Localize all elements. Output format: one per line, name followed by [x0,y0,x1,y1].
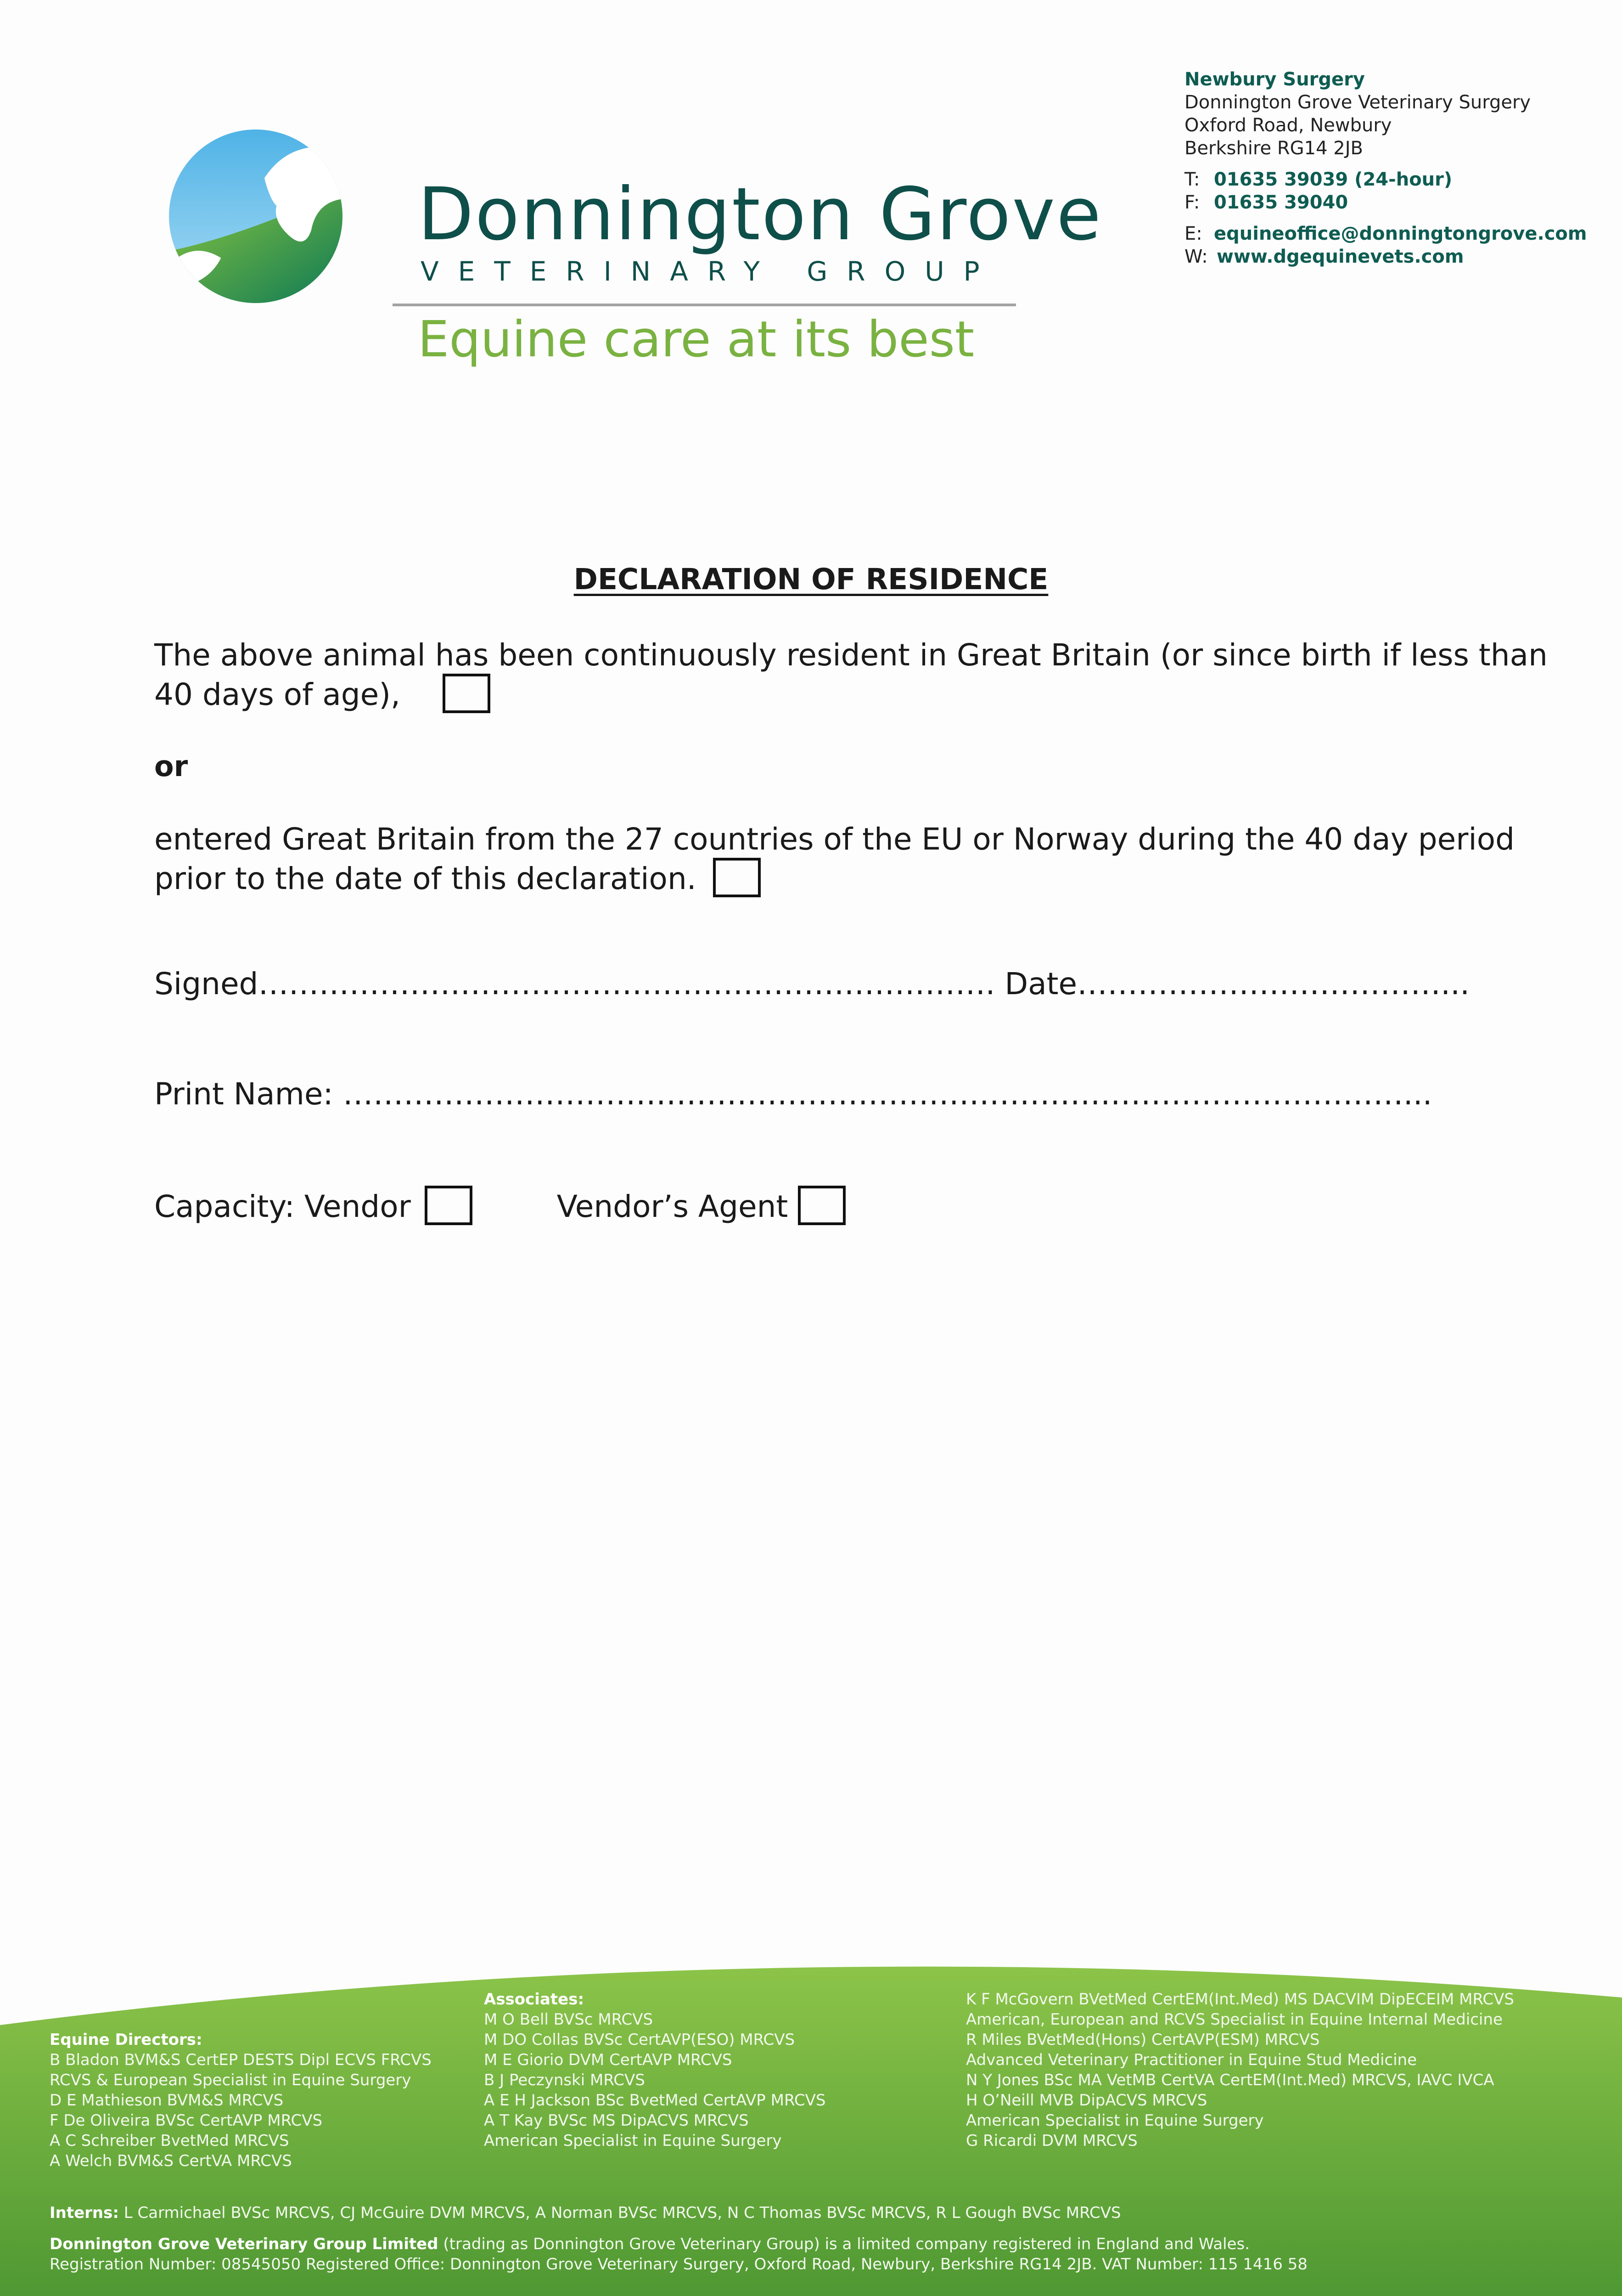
director-entry: A Welch BVM&S CertVA MRCVS [50,2152,292,2170]
email-label: E: [1184,223,1202,244]
company-name: Donnington Grove Veterinary Group Limited [50,2235,438,2253]
surgery-name: Newbury Surgery [1184,69,1365,90]
director-entry: A C Schreiber BvetMed MRCVS [50,2132,289,2150]
associate-entry: G Ricardi DVM MRCVS [966,2132,1138,2150]
associate-entry: Advanced Veterinary Practitioner in Equine Stud Medicine [966,2051,1417,2069]
capacity-row [154,1186,846,1225]
address-line: Berkshire RG14 2JB [1184,138,1363,159]
tel-label: T: [1184,169,1200,190]
or-label: or [154,749,188,783]
entered-checkbox[interactable] [713,858,761,897]
interns-label: Interns: [50,2204,119,2222]
associate-entry: American Specialist in Equine Surgery [966,2111,1264,2130]
declaration-title: DECLARATION OF RESIDENCE [573,563,1049,596]
print-name-field[interactable]: Print Name: ……………………………………………………………………………………………... [154,1076,1432,1112]
email-link[interactable]: equineoffice@donningtongrove.com [1214,223,1587,244]
directors-title: Equine Directors: [50,2031,202,2049]
vendor-agent-checkbox[interactable] [798,1186,846,1225]
paragraph-line: prior to the date of this declaration. [154,861,696,896]
address-line: Oxford Road, Newbury [1184,115,1392,136]
company-text: (trading as Donnington Grove Veterinary Group) is a limited company registered in England and Wales. [443,2235,1250,2253]
associate-entry: A T Kay BVSc MS DipACVS MRCVS [484,2111,749,2130]
associate-entry: M E Giorio DVM CertAVP MRCVS [484,2051,732,2069]
interns-text: L Carmichael BVSc MRCVS, CJ McGuire DVM MRCVS, A Norman BVSc MRCVS, N C Thomas BVSc MRCVS, R L Gough BVSc MRCVS [123,2204,1121,2222]
brand-name: Donnington Grove [418,172,1103,257]
fax-label: F: [1184,192,1200,213]
associate-entry: K F McGovern BVetMed CertEM(Int.Med) MS DACVIM DipECEIM MRCVS [966,1990,1514,2009]
brand-divider [393,304,1016,306]
associates-title: Associates: [484,1990,584,2009]
web-link[interactable]: www.dgequinevets.com [1217,246,1464,267]
brand-tagline: Equine care at its best [418,311,975,368]
resident-checkbox[interactable] [443,674,490,713]
vendor-agent-label: Vendor’s Agent [556,1189,788,1224]
associate-entry: M DO Collas BVSc CertAVP(ESO) MRCVS [484,2031,795,2049]
associate-entry: N Y Jones BSc MA VetMB CertVA CertEM(Int.Med) MRCVS, IAVC IVCA [966,2071,1494,2089]
director-entry: F De Oliveira BVSc CertAVP MRCVS [50,2111,323,2130]
vendor-checkbox[interactable] [425,1186,472,1225]
associates-column-2 [966,1989,1514,2151]
logo-horse-icon [169,129,342,303]
associate-entry: B J Peczynski MRCVS [484,2071,645,2089]
signed-date-field[interactable]: Signed………………………………………………………………. Date………………………………... [154,966,1470,1002]
associate-entry: R Miles BVetMed(Hons) CertAVP(ESM) MRCVS [966,2031,1320,2049]
interns-line [50,2203,1121,2223]
company-info [50,2234,1308,2274]
paragraph-line: 40 days of age), [154,677,400,712]
capacity-vendor-label: Capacity: Vendor [154,1189,411,1224]
director-entry: D E Mathieson BVM&S MRCVS [50,2091,284,2110]
fax-number: 01635 39040 [1214,192,1348,213]
contact-block [1184,68,1587,268]
associate-entry: H O’Neill MVB DipACVS MRCVS [966,2091,1207,2110]
paragraph-line: entered Great Britain from the 27 countries of the EU or Norway during the 40 day period [154,822,1515,857]
paragraph-entered [154,821,1515,897]
director-entry: RCVS & European Specialist in Equine Surgery [50,2071,411,2089]
associate-entry: M O Bell BVSc MRCVS [484,2010,653,2029]
web-label: W: [1184,246,1208,267]
paragraph-line: The above animal has been continuously resident in Great Britain (or since birth if less than [154,637,1548,673]
associate-entry: A E H Jackson BSc BvetMed CertAVP MRCVS [484,2091,826,2110]
director-entry: B Bladon BVM&S CertEP DESTS Dipl ECVS FRCVS [50,2051,432,2069]
tel-number: 01635 39039 (24-hour) [1214,169,1453,190]
associates-column [484,1989,825,2151]
paragraph-resident [154,637,1548,713]
associate-entry: American Specialist in Equine Surgery [484,2132,782,2150]
address-line: Donnington Grove Veterinary Surgery [1184,92,1531,113]
associate-entry: American, European and RCVS Specialist in Equine Internal Medicine [966,2010,1503,2029]
directors-column [50,2030,432,2171]
brand-subtitle: VETERINARY GROUP [421,256,999,287]
registration-text: Registration Number: 08545050 Registered Office: Donnington Grove Veterinary Surgery, Oxford Road, Newbury, Berkshire RG14 2JB. VAT Number: 115 1416 58 [50,2255,1308,2273]
